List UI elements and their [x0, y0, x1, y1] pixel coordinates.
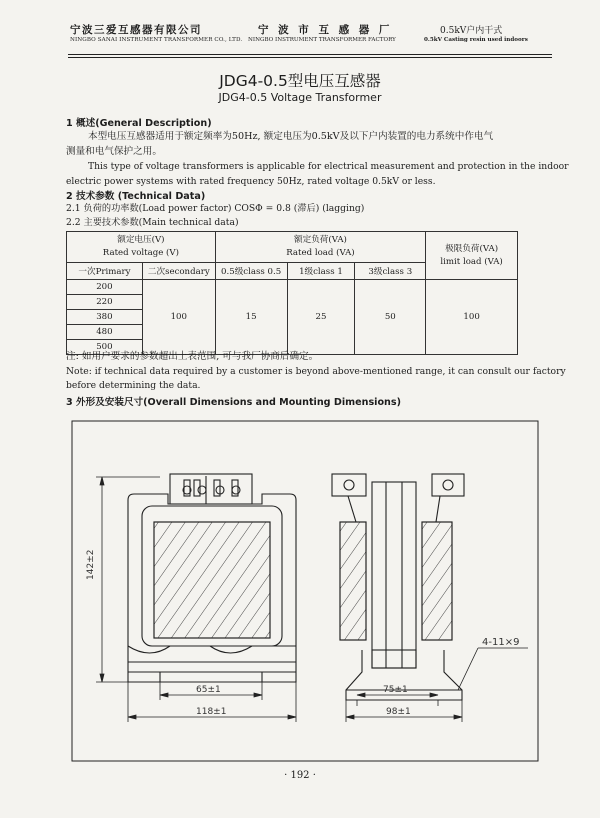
section-2-heading: 2 技术参数 (Technical Data)	[66, 191, 206, 202]
section-3-heading: 3 外形及安装尺寸(Overall Dimensions and Mounting Dimensions)	[66, 397, 401, 408]
side-core-stack	[372, 482, 416, 668]
header-limit-load-en: limit load (VA)	[440, 256, 503, 267]
dim-98-label: 98±1	[386, 707, 411, 717]
load-class-1-value: 25	[287, 280, 355, 355]
terminal-screw-icon	[443, 480, 453, 490]
header-class-05: 0.5级class 0.5	[215, 263, 287, 280]
primary-value: 480	[67, 325, 143, 340]
section-1-para-cn-2: 测量和电气保护之用。	[66, 146, 162, 157]
section-2-item-2: 2.2 主要技术参数(Main technical data)	[66, 217, 239, 228]
primary-value: 500	[67, 340, 143, 355]
coil-winding	[154, 522, 270, 638]
side-view	[332, 474, 464, 700]
header-rated-load-cn: 额定负荷(VA)	[294, 235, 347, 245]
primary-value: 200	[67, 280, 143, 295]
header-rated-voltage-cn: 额定电压(V)	[117, 235, 165, 245]
header-rated-load-en: Rated load (VA)	[286, 248, 355, 258]
side-terminal-left	[332, 474, 366, 496]
secondary-value: 100	[142, 280, 215, 355]
header-secondary: 二次secondary	[142, 263, 215, 280]
side-view-dimensions	[346, 648, 528, 722]
load-class-05-value: 15	[215, 280, 287, 355]
terminal-screw-icon	[344, 480, 354, 490]
primary-value: 380	[67, 310, 143, 325]
dim-height-label: 142±2	[86, 549, 96, 580]
side-coil-right	[422, 522, 452, 640]
primary-value: 220	[67, 295, 143, 310]
header-class-3: 3级class 3	[355, 263, 426, 280]
dim-holes-label: 4-11×9	[482, 637, 520, 648]
section-1-para-en-1: This type of voltage transformers is applicable for electrical measurement and protection in the indoor	[88, 161, 569, 172]
note-en-1: Note: if technical data required by a customer is beyond above-mentioned range, it can consult our factory	[66, 366, 566, 377]
section-1-heading: 1 概述(General Description)	[66, 118, 212, 129]
dim-65-label: 65±1	[196, 685, 221, 695]
header-limit-load-cn: 极限负荷(VA)	[445, 243, 499, 254]
factory-name-cn: 宁 波 市 互 感 器 厂	[258, 24, 393, 36]
terminal-screw-icon	[232, 486, 240, 494]
dim-75-label: 75±1	[383, 685, 408, 695]
section-1-para-en-2: electric power systems with rated frequency 50Hz, rated voltage 0.5kV or less.	[66, 176, 436, 187]
factory-name-en: NINGBO INSTRUMENT TRANSFORMER FACTORY	[248, 37, 396, 43]
category-cn: 0.5kV户内干式	[440, 26, 503, 36]
side-coil-left	[340, 522, 366, 640]
note-cn: 注: 如用户要求的参数超出上表范围, 可与我厂协商后确定。	[66, 351, 319, 362]
section-2-item-1: 2.1 负荷的功率数(Load power factor) COSΦ = 0.8 (滞后) (lagging)	[66, 203, 365, 214]
header-rated-voltage-en: Rated voltage (V)	[102, 248, 179, 258]
limit-load-value: 100	[426, 280, 518, 355]
section-1-para-cn-1: 本型电压互感器适用于额定频率为50Hz, 额定电压为0.5kV及以下户内装置的电力系统中作电气	[88, 131, 494, 142]
dim-118-label: 118±1	[196, 707, 227, 717]
page-title-en: JDG4-0.5 Voltage Transformer	[218, 91, 382, 104]
load-class-3-value: 50	[355, 280, 426, 355]
page-number: · 192 ·	[284, 770, 316, 781]
category-en: 0.5kV Casting resin used indoors	[424, 37, 528, 43]
page-title-cn: JDG4-0.5型电压互感器	[219, 72, 381, 90]
company-name-cn: 宁波三爱互感器有限公司	[70, 24, 202, 36]
header-primary: 一次Primary	[67, 263, 143, 280]
header-class-1: 1级class 1	[287, 263, 355, 280]
side-terminal-right	[432, 474, 464, 496]
company-name-en: NINGBO SANAI INSTRUMENT TRANSFORMER CO., LTD.	[70, 37, 243, 43]
terminal-screw-icon	[198, 486, 206, 494]
note-en-2: before determining the data.	[66, 380, 201, 391]
front-view	[128, 474, 296, 682]
